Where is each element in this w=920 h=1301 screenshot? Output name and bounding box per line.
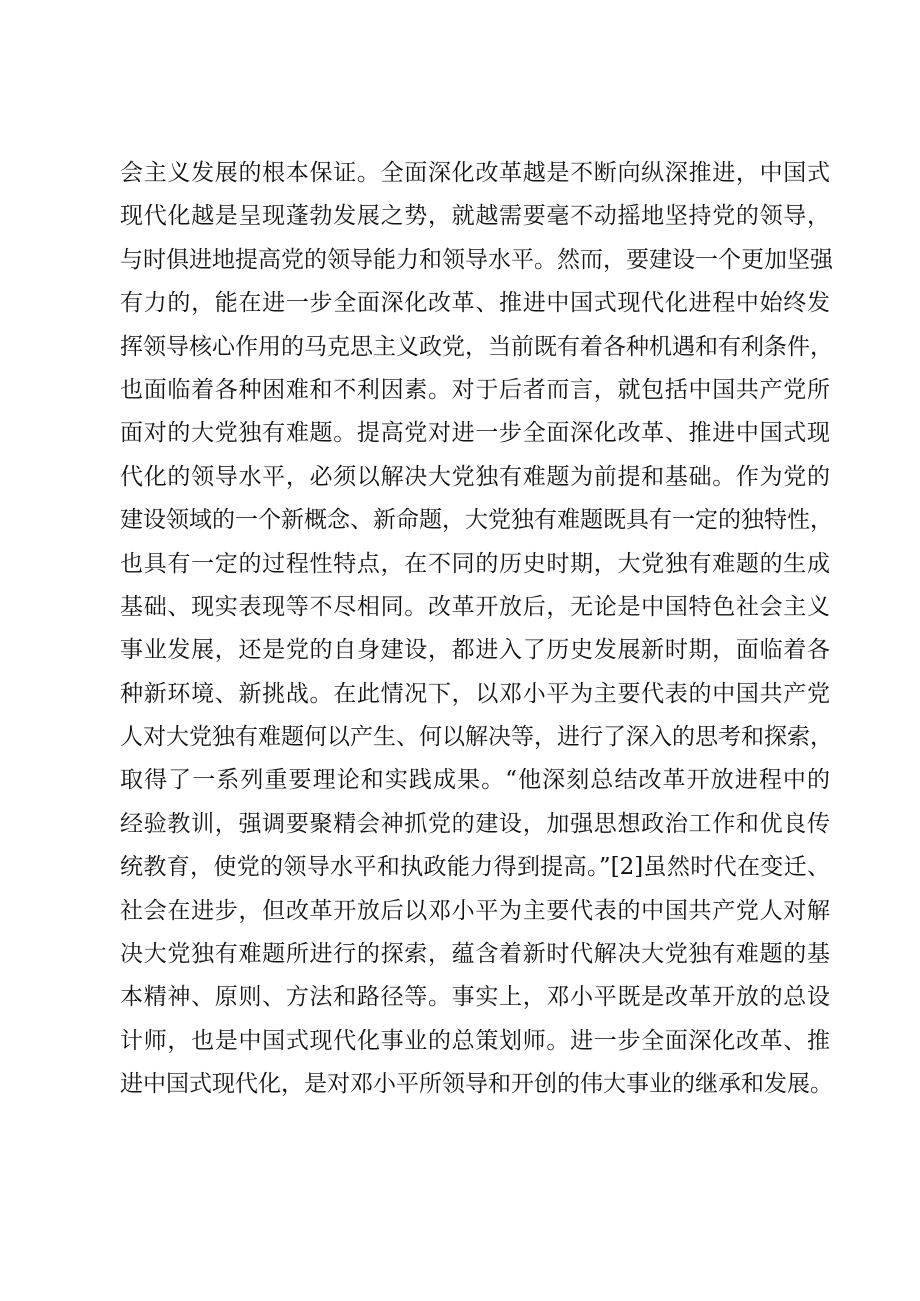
body-paragraph [120,160,833,1098]
paragraph-line-20: 本精神、原则、方法和路径等。事实上，邓小平既是改革开放的总设 [120,984,830,1011]
paragraph-line-4: 有力的，能在进一步全面深化改革、推进中国式现代化进程中始终发 [120,290,830,317]
paragraph-line-13: 种新环境、新挑战。在此情况下，以邓小平为主要代表的中国共产党 [120,680,830,707]
paragraph-line-14: 人对大党独有难题何以产生、何以解决等，进行了深入的思考和探索， [120,724,833,751]
paragraph-line-17: 统教育，使党的领导水平和执政能力得到提高。”[2]虽然时代在变迁、 [120,854,830,881]
paragraph-line-8: 代化的领导水平，必须以解决大党独有难题为前提和基础。作为党的 [120,463,830,490]
paragraph-line-22: 进中国式现代化，是对邓小平所领导和开创的伟大事业的继承和发展。 [120,1071,833,1098]
paragraph-line-10: 也具有一定的过程性特点，在不同的历史时期，大党独有难题的生成 [120,550,830,577]
paragraph-line-16: 经验教训，强调要聚精会神抓党的建设，加强思想政治工作和优良传 [120,810,830,837]
paragraph-line-5: 挥领导核心作用的马克思主义政党，当前既有着各种机遇和有利条件， [120,333,833,360]
paragraph-line-7: 面对的大党独有难题。提高党对进一步全面深化改革、推进中国式现 [120,420,830,447]
paragraph-line-6: 也面临着各种困难和不利因素。对于后者而言，就包括中国共产党所 [120,376,830,403]
paragraph-line-1: 会主义发展的根本保证。全面深化改革越是不断向纵深推进，中国式 [120,160,830,186]
paragraph-line-2: 现代化越是呈现蓬勃发展之势，就越需要毫不动摇地坚持党的领导， [120,203,830,230]
paragraph-line-15: 取得了一系列重要理论和实践成果。“他深刻总结改革开放进程中的 [120,767,830,794]
paragraph-line-9: 建设领域的一个新概念、新命题，大党独有难题既具有一定的独特性， [120,507,833,534]
paragraph-line-3: 与时俱进地提高党的领导能力和领导水平。然而，要建设一个更加坚强 [120,246,833,273]
paragraph-line-12: 事业发展，还是党的自身建设，都进入了历史发展新时期，面临着各 [120,637,830,664]
paragraph-line-11: 基础、现实表现等不尽相同。改革开放后，无论是中国特色社会主义 [120,593,830,620]
paragraph-line-18: 社会在进步，但改革开放后以邓小平为主要代表的中国共产党人对解 [120,897,830,924]
paragraph-line-19: 决大党独有难题所进行的探索，蕴含着新时代解决大党独有难题的基 [120,941,830,968]
paragraph-line-21: 计师，也是中国式现代化事业的总策划师。进一步全面深化改革、推 [120,1027,830,1054]
